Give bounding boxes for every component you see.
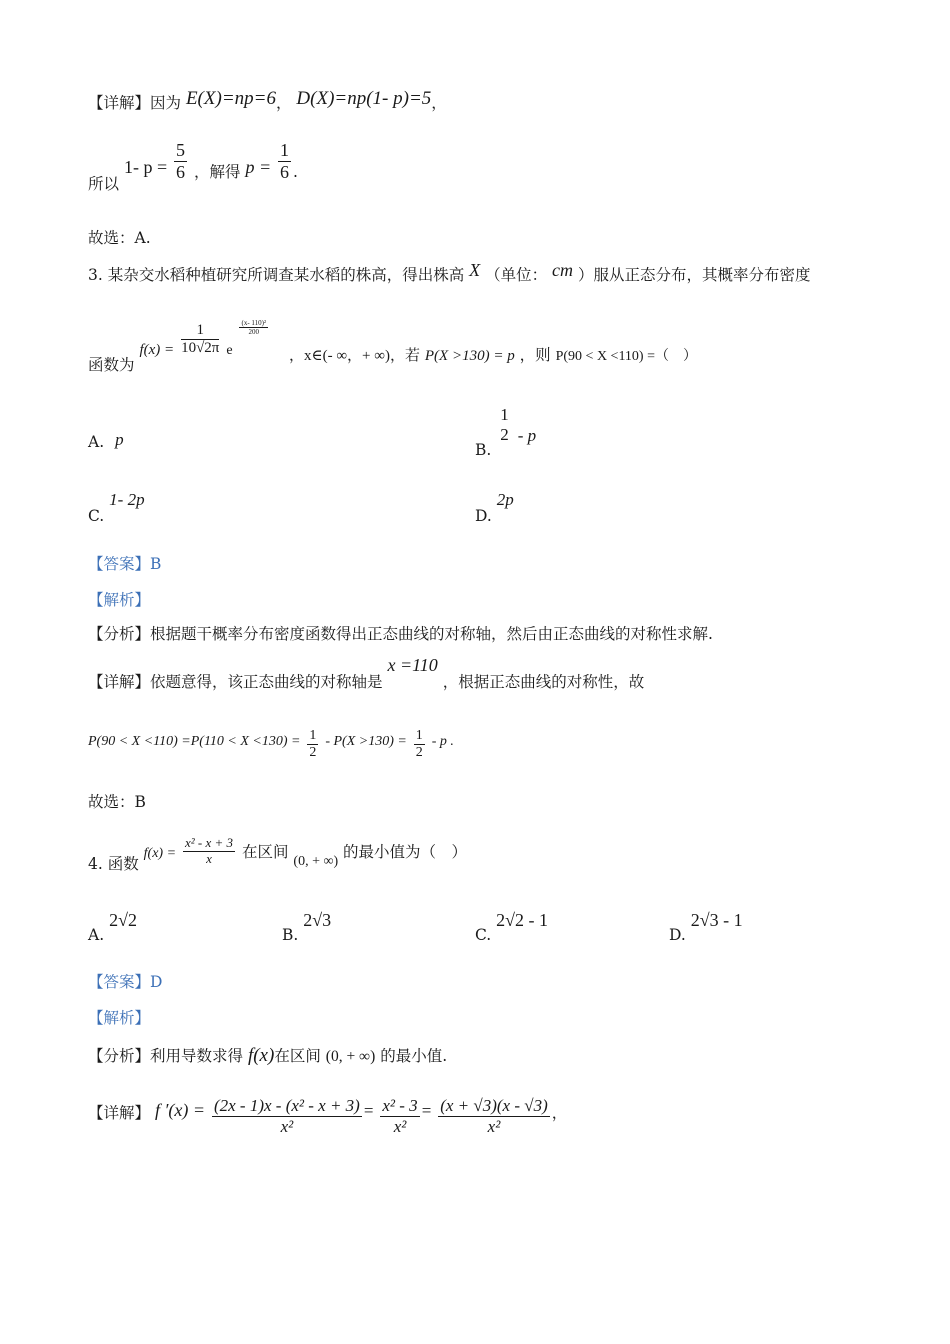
q3-condition: P(X >130) = p bbox=[424, 347, 515, 364]
q3-exp-num: (x- 110)² bbox=[241, 319, 267, 328]
q2-p-eq: p = bbox=[245, 157, 272, 178]
q2-fraction-5-6 bbox=[174, 140, 187, 182]
q2-lhs: 1- p = bbox=[123, 157, 168, 178]
q4-deriv-lhs: f ′(x) = bbox=[154, 1100, 206, 1121]
q3-option-b-tail: - p bbox=[517, 425, 537, 445]
q3-option-a[interactable] bbox=[88, 430, 124, 451]
q2-detail-line: 【详解】因为 E(X)=np=6， D(X)=np(1- p)=5， bbox=[88, 88, 447, 112]
q3-eq-b: - P(X >130) = bbox=[325, 733, 407, 749]
q4-option-d-label: D. bbox=[669, 926, 686, 944]
q2-f2-num: 1 bbox=[280, 140, 290, 160]
q4-option-c-value: 2√2 - 1 bbox=[496, 910, 549, 930]
q4-interval: (0, + ∞) bbox=[293, 854, 339, 870]
q3-density-line bbox=[88, 319, 697, 374]
q3-analysis-label: 【解析】 bbox=[88, 591, 151, 609]
q4-detail-label: 【详解】 bbox=[88, 1104, 151, 1123]
q4-deriv-frac1 bbox=[212, 1096, 362, 1136]
q3-exp-base: e bbox=[226, 342, 233, 358]
q3-func-prefix: 函数为 bbox=[88, 355, 135, 374]
q3-eq-a: P(90 < X <110) =P(110 < X <130) = bbox=[88, 733, 301, 749]
q4-deriv-frac3 bbox=[438, 1096, 550, 1136]
q2-f1-num: 5 bbox=[176, 140, 186, 160]
q4-d1-num: (2x - 1)x - (x² - x + 3) bbox=[213, 1096, 360, 1115]
q3-option-b[interactable] bbox=[475, 405, 537, 459]
q4-fenxi-interval: (0, + ∞) bbox=[325, 1048, 376, 1065]
q4-analysis-label: 【解析】 bbox=[88, 1009, 151, 1027]
q4-fenxi bbox=[88, 1044, 447, 1067]
q2-eq-variance: D(X)=np(1- p)=5 bbox=[296, 88, 432, 109]
q3-option-c-label: C. bbox=[88, 507, 105, 525]
q3-choose: 故选：B bbox=[88, 793, 146, 811]
q2-f1-den: 6 bbox=[176, 161, 186, 182]
q4-option-b-value: 2√3 bbox=[303, 910, 332, 930]
q2-fraction-1-6 bbox=[278, 140, 291, 182]
q4-d1-den: x² bbox=[280, 1116, 294, 1136]
q3-detail2: ，根据正态曲线的对称性，故 bbox=[442, 673, 645, 691]
q3-detail-line bbox=[88, 654, 644, 694]
q3-detail1: 【详解】依题意得，该正态曲线的对称轴是 bbox=[88, 673, 383, 691]
q3-option-a-label: A. bbox=[88, 433, 105, 451]
q4-answer: 【答案】D bbox=[88, 973, 163, 991]
q2-detail-label: 【详解】因为 bbox=[88, 94, 182, 112]
q4-option-c-label: C. bbox=[475, 926, 492, 944]
q4-option-b-label: B. bbox=[282, 926, 299, 944]
q4-d3-den: x² bbox=[487, 1116, 501, 1136]
q3-func-lhs: f(x) = bbox=[139, 341, 175, 358]
q4-d2-num: x² - 3 bbox=[382, 1096, 418, 1115]
q3-exp-fraction bbox=[239, 319, 268, 336]
q4-option-a-value: 2√2 bbox=[109, 910, 137, 930]
q4-option-a[interactable] bbox=[88, 910, 137, 944]
q4-tail: ， bbox=[551, 1104, 568, 1123]
q3-unit-text: （单位： bbox=[485, 266, 548, 284]
q3-axis: x =110 bbox=[387, 655, 438, 675]
q3-stem-text: 3. 某杂交水稻种植研究所调查某水稻的株高，得出株高 bbox=[88, 266, 465, 284]
q3-stem-end: ）服从正态分布，其概率分布密度 bbox=[577, 266, 811, 284]
q4-stem bbox=[88, 836, 467, 882]
q4-option-b[interactable] bbox=[282, 910, 332, 944]
q2-solve-line: 所以 1- p = $\frac{5}{6}$ ，解得 p = $\frac{1}{6}$ . bbox=[88, 140, 298, 194]
q3-eq-d1: 2 bbox=[309, 745, 317, 761]
q3-eq-c: - p . bbox=[431, 733, 454, 749]
q3-eq-frac1 bbox=[307, 728, 318, 761]
q3-eq-n2: 1 bbox=[414, 728, 425, 745]
q4-func-num: x² - x + 3 bbox=[184, 835, 234, 850]
q3-option-a-value: p bbox=[115, 430, 124, 449]
q3-option-b-num: 1 bbox=[500, 405, 509, 424]
q3-option-c[interactable] bbox=[88, 490, 145, 525]
q4-func-fraction bbox=[183, 836, 235, 867]
q3-equation-line bbox=[88, 728, 454, 761]
q4-stem-mid: 在区间 bbox=[241, 843, 289, 862]
q3-exp-den: 200 bbox=[248, 328, 260, 337]
q4-d2-den: x² bbox=[393, 1116, 407, 1136]
q4-fenxi-end: 的最小值. bbox=[380, 1047, 448, 1065]
q4-option-d-value: 2√3 - 1 bbox=[690, 910, 743, 930]
q3-eq-n1: 1 bbox=[307, 728, 318, 745]
q4-fenxi-prefix: 【分析】利用导数求得 bbox=[88, 1047, 244, 1065]
q4-deriv-frac2 bbox=[380, 1096, 419, 1136]
q2-eq-expectation: E(X)=np=6 bbox=[185, 88, 276, 109]
q3-ask: P(90 < X <110) =（ ） bbox=[555, 348, 697, 364]
q2-solve-text: ，解得 bbox=[193, 163, 241, 182]
q3-option-d-label: D. bbox=[475, 507, 492, 525]
q4-fenxi-mid: 在区间 bbox=[274, 1047, 321, 1065]
q3-option-d[interactable] bbox=[475, 490, 514, 525]
q3-fenxi: 【分析】根据题干概率分布密度函数得出正态曲线的对称轴，然后由正态曲线的对称性求解. bbox=[88, 625, 713, 643]
q4-d3-num: (x + √3)(x - √3) bbox=[440, 1096, 548, 1115]
q3-then: ，则 bbox=[519, 345, 551, 364]
q4-detail-line: 【详解】 f ′(x) = $\frac{\text{(2x - 1)x - (x² - x + 3)}}{\text{x²}}$ = $\frac{\text{x² - 3}}{\text{x²}}$ = $\frac{(x + √3)(x - √3)}{\text{x²}}$ ， bbox=[88, 1096, 568, 1136]
q4-stem-prefix: 4. 函数 bbox=[88, 855, 139, 874]
q2-answer-line: 故选：A. bbox=[88, 229, 151, 247]
q4-option-a-label: A. bbox=[88, 926, 105, 944]
q3-coef-num: 1 bbox=[181, 322, 219, 340]
q3-coef-fraction bbox=[181, 322, 219, 358]
q4-func-lhs: f(x) = bbox=[143, 846, 177, 862]
q2-f2-den: 6 bbox=[280, 161, 290, 182]
q3-option-d-value: 2p bbox=[496, 490, 514, 509]
q3-coef-den: 10√2π bbox=[181, 340, 220, 357]
q3-var-x: X bbox=[469, 260, 481, 280]
q3-option-b-den: 2 bbox=[500, 424, 509, 444]
q3-option-c-value: 1- 2p bbox=[109, 490, 145, 509]
q3-stem bbox=[88, 260, 811, 285]
q3-unit: cm bbox=[552, 260, 574, 280]
q4-option-c[interactable] bbox=[475, 910, 549, 944]
q3-answer: 【答案】B bbox=[88, 555, 162, 573]
q3-option-b-fraction bbox=[498, 405, 511, 444]
q4-stem-end: 的最小值为（ ） bbox=[343, 843, 468, 862]
q3-option-b-label: B. bbox=[475, 440, 492, 459]
q4-option-d[interactable] bbox=[669, 910, 743, 944]
q4-func-den: x bbox=[206, 850, 212, 866]
q4-fx: f(x) bbox=[247, 1045, 275, 1066]
q3-domain: ，x∈(- ∞，+ ∞)，若 bbox=[289, 347, 420, 364]
q3-eq-d2: 2 bbox=[415, 745, 423, 761]
q3-eq-frac2 bbox=[414, 728, 425, 761]
q2-so-prefix: 所以 bbox=[88, 175, 120, 194]
